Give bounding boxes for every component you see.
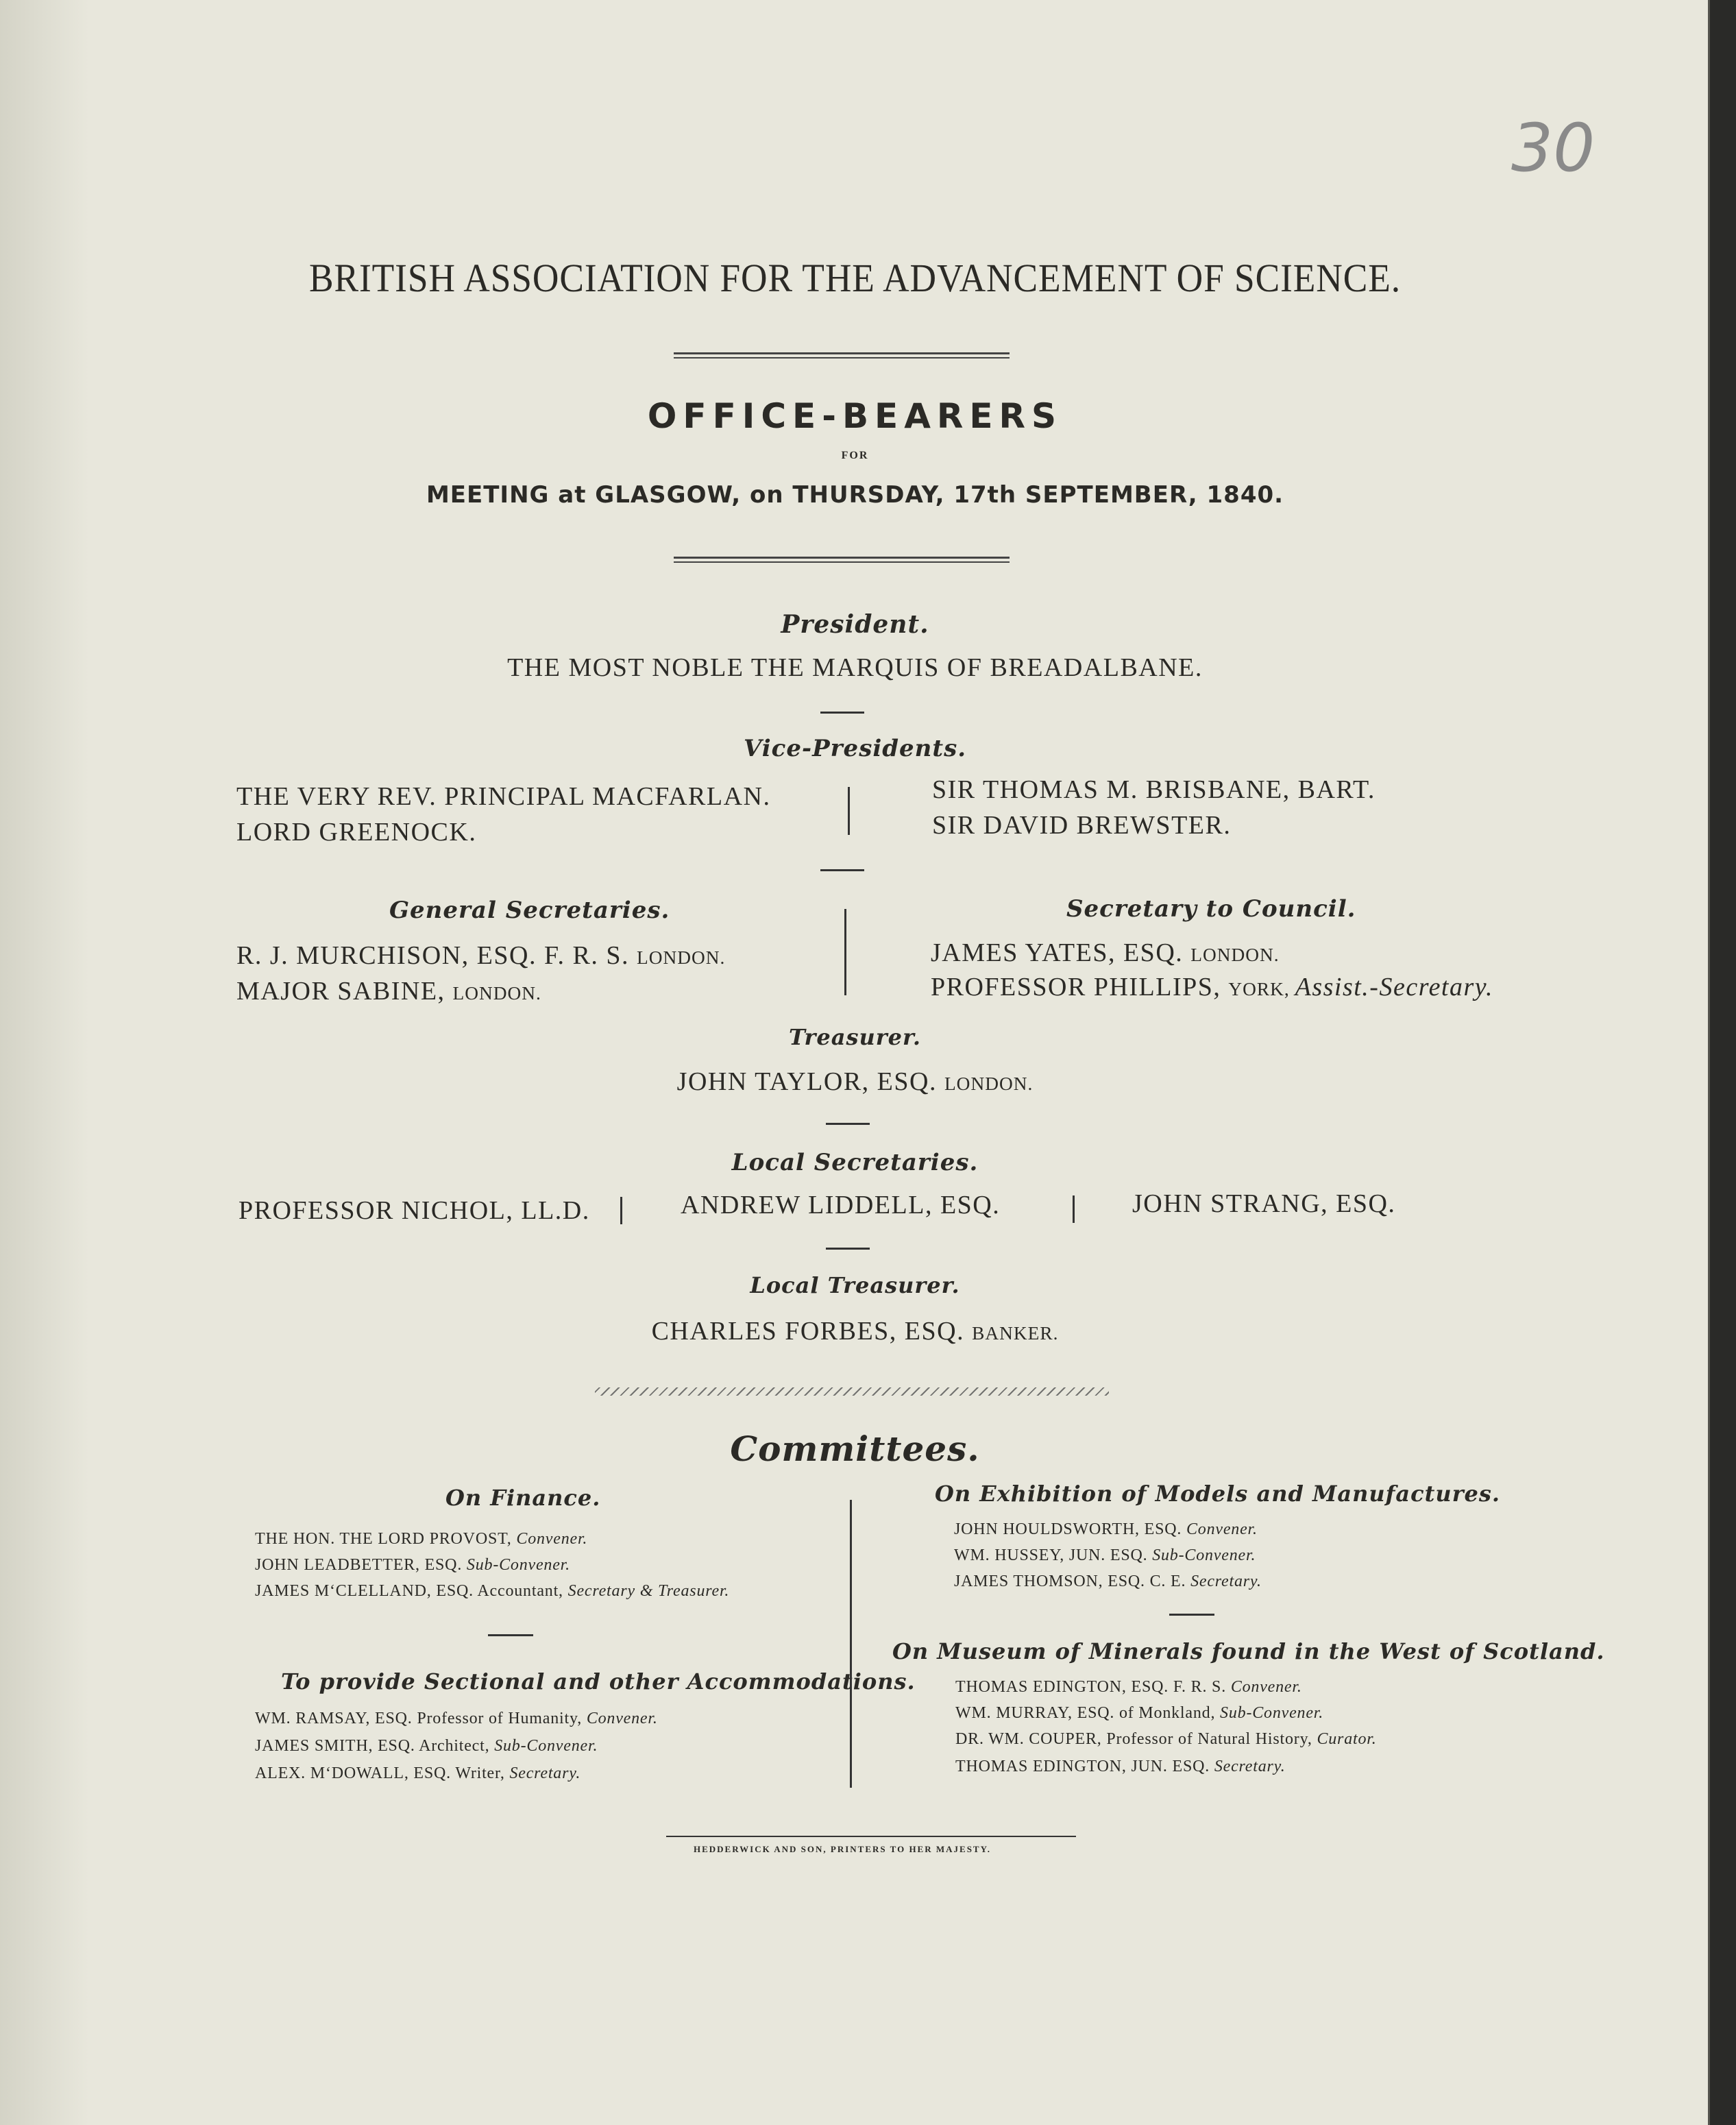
for-word: FOR [841, 450, 869, 461]
meeting-double-rule [674, 557, 1010, 563]
local-secretary-3: JOHN STRANG, ESQ. [1132, 1189, 1396, 1218]
separator-dash [1169, 1614, 1214, 1616]
finance-member-1: THE HON. THE LORD PROVOST, Convener. [255, 1530, 588, 1548]
committees-column-divider [850, 1500, 852, 1788]
wavy-divider [595, 1387, 1109, 1396]
vice-president-3: SIR THOMAS M. BRISBANE, BART. [932, 775, 1376, 804]
treasurer-name: JOHN TAYLOR, ESQ. LONDON. [676, 1067, 1034, 1096]
secretary-council-heading: Secretary to Council. [1066, 895, 1356, 923]
separator-dash [826, 1248, 870, 1250]
accommodations-member-3: ALEX. M‘DOWALL, ESQ. Writer, Secretary. [255, 1764, 581, 1782]
local-secretary-1: PROFESSOR NICHOL, LL.D. [239, 1196, 590, 1225]
office-bearers-heading: OFFICE-BEARERS [647, 396, 1063, 436]
separator-dash [820, 712, 864, 714]
council-secretary-2: PROFESSOR PHILLIPS, YORK, Assist.-Secretary. [931, 973, 1494, 1001]
exhibition-heading: On Exhibition of Models and Manufactures. [935, 1481, 1501, 1507]
exhibition-member-2: WM. HUSSEY, JUN. ESQ. Sub-Convener. [954, 1546, 1256, 1564]
separator-dash [826, 1123, 870, 1125]
vice-presidents-heading: Vice-Presidents. [743, 735, 967, 762]
column-divider [844, 909, 846, 995]
column-divider [848, 787, 850, 835]
exhibition-member-1: JOHN HOULDSWORTH, ESQ. Convener. [954, 1520, 1258, 1538]
finance-heading: On Finance. [445, 1485, 601, 1511]
museum-member-1: THOMAS EDINGTON, ESQ. F. R. S. Convener. [955, 1678, 1302, 1696]
general-secretary-1: R. J. MURCHISON, ESQ. F. R. S. LONDON. [236, 941, 726, 970]
separator-dash [820, 869, 864, 871]
local-secretaries-heading: Local Secretaries. [731, 1149, 979, 1176]
general-secretary-2: MAJOR SABINE, LONDON. [236, 977, 541, 1006]
vice-president-1: THE VERY REV. PRINCIPAL MACFARLAN. [236, 782, 771, 811]
general-secretaries-heading: General Secretaries. [389, 897, 670, 924]
document-title: BRITISH ASSOCIATION FOR THE ADVANCEMENT OF SCIENCE. [308, 256, 1402, 300]
museum-heading: On Museum of Minerals found in the West of Scotland. [892, 1638, 1605, 1664]
finance-member-3: JAMES M‘CLELLAND, ESQ. Accountant, Secretary & Treasurer. [255, 1582, 730, 1600]
column-divider [1073, 1195, 1075, 1223]
local-treasurer-name: CHARLES FORBES, ESQ. BANKER. [651, 1317, 1059, 1346]
vice-president-2: LORD GREENOCK. [236, 818, 477, 847]
page-number-annotation: 30 [1511, 110, 1596, 186]
museum-member-2: WM. MURRAY, ESQ. of Monkland, Sub-Convener. [955, 1704, 1324, 1722]
treasurer-heading: Treasurer. [789, 1024, 921, 1050]
column-divider [620, 1197, 622, 1224]
finance-member-2: JOHN LEADBETTER, ESQ. Sub-Convener. [255, 1556, 570, 1574]
meeting-line: MEETING at GLASGOW, on THURSDAY, 17th SEPTEMBER, 1840. [426, 481, 1284, 509]
title-double-rule [674, 352, 1010, 359]
president-name: THE MOST NOBLE THE MARQUIS OF BREADALBANE. [507, 653, 1203, 682]
accommodations-member-1: WM. RAMSAY, ESQ. Professor of Humanity, Convener. [255, 1710, 658, 1727]
printer-rule [666, 1836, 1076, 1837]
local-treasurer-heading: Local Treasurer. [750, 1272, 960, 1298]
vice-president-4: SIR DAVID BREWSTER. [932, 811, 1232, 840]
council-secretary-1: JAMES YATES, ESQ. LONDON. [931, 938, 1280, 967]
separator-dash [488, 1634, 533, 1636]
museum-member-3: DR. WM. COUPER, Professor of Natural History, Curator. [955, 1730, 1377, 1748]
exhibition-member-3: JAMES THOMSON, ESQ. C. E. Secretary. [954, 1572, 1262, 1590]
museum-member-4: THOMAS EDINGTON, JUN. ESQ. Secretary. [955, 1758, 1286, 1775]
local-secretary-2: ANDREW LIDDELL, ESQ. [681, 1191, 1001, 1219]
president-heading: President. [781, 610, 929, 639]
printer-imprint: HEDDERWICK AND SON, PRINTERS TO HER MAJESTY. [694, 1844, 992, 1854]
accommodations-member-2: JAMES SMITH, ESQ. Architect, Sub-Convener. [255, 1737, 598, 1755]
accommodations-heading: To provide Sectional and other Accommodations. [281, 1668, 916, 1695]
committees-heading: Committees. [730, 1429, 980, 1469]
